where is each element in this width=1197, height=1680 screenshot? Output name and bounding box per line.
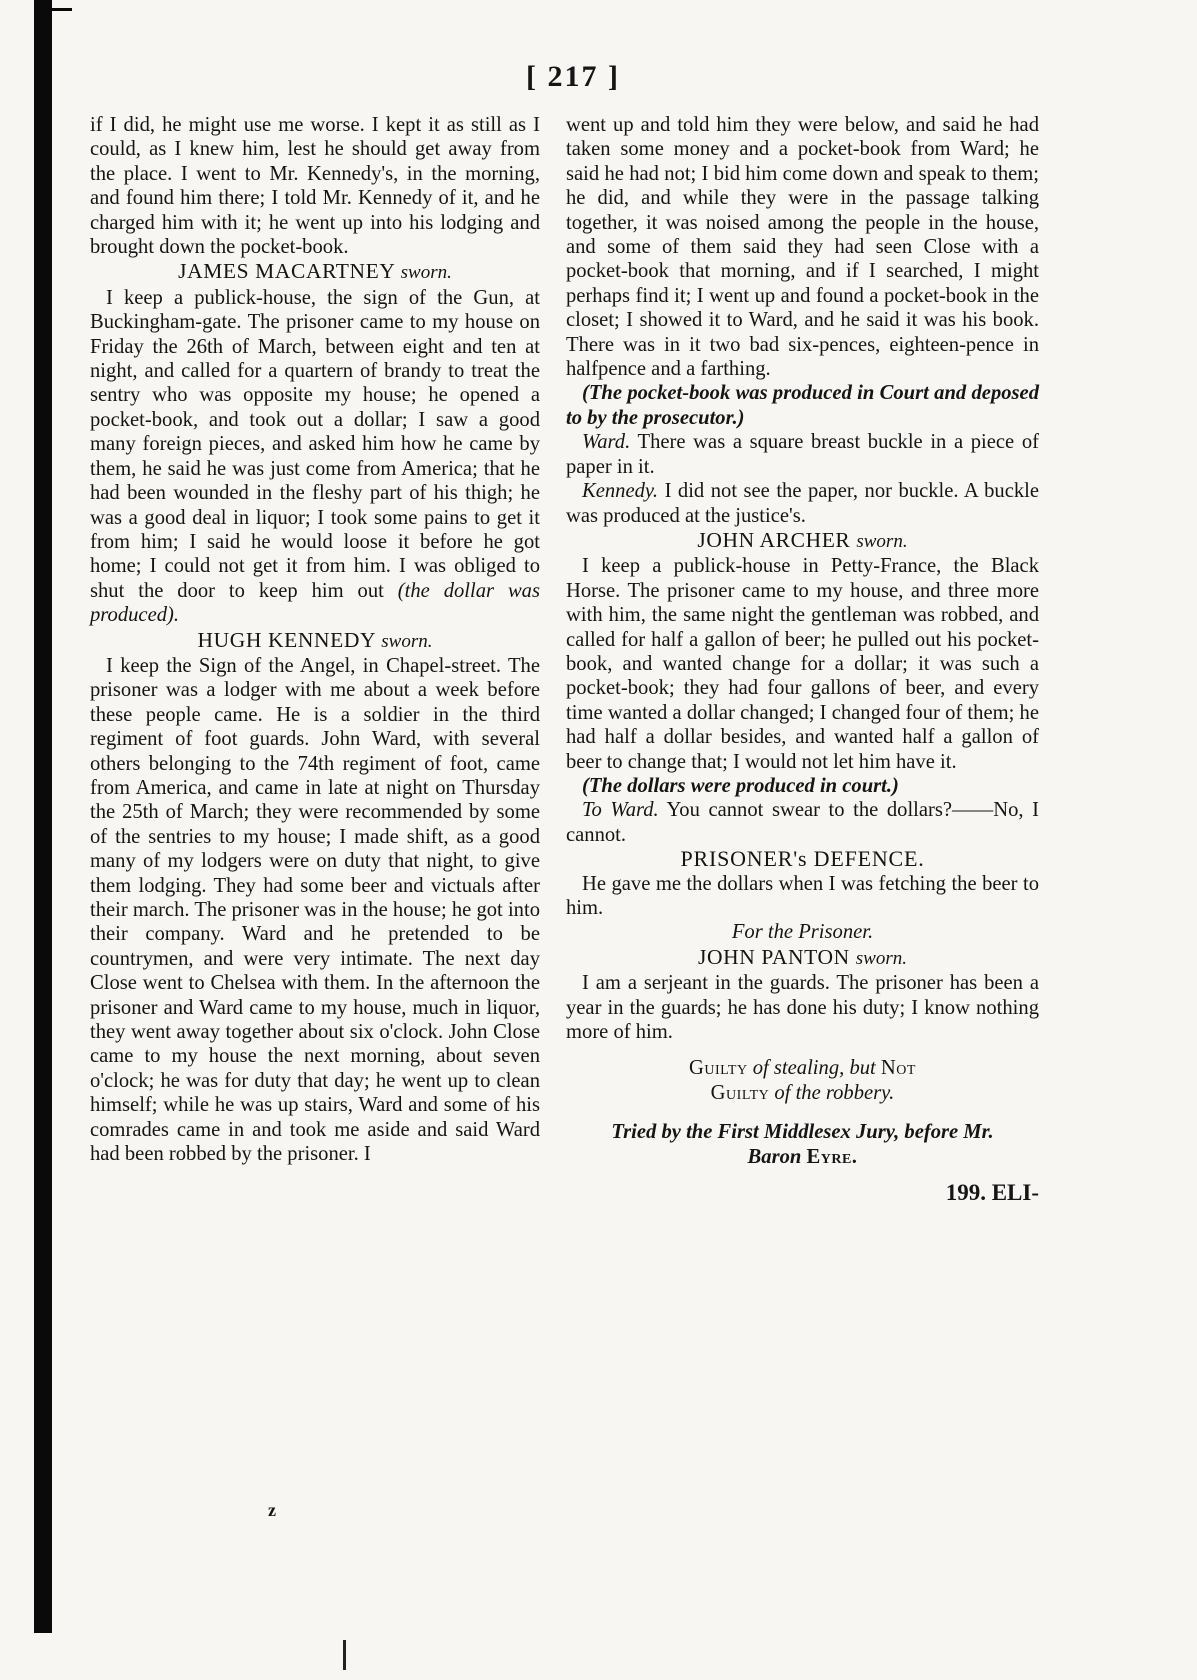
- statement-text: There was a square breast buckle in a piece of paper in it.: [566, 431, 1039, 478]
- verdict-not: Not: [880, 1057, 916, 1080]
- court-note-dollars: (The dollars were produced in court.): [582, 774, 899, 797]
- testimony-archer: I keep a publick-house in Petty-France, the Black Horse. The prisoner came to my house, and three more with him, the same night the gentleman was robbed, and called for half a gallon of beer; he pulled out his pocket-book, and wanted change for a dollar; it was such a pocket-book; they had four gallons of beer, and every time wanted a dollar changed; I changed four of them; he had half a dollar besides, and wanted half a gallon of beer to change that; I would not let him have it.: [566, 555, 1039, 773]
- continuation-paragraph: if I did, he might use me worse. I kept it as still as I could, as I knew him, lest he should get away from the place. I went to Mr. Kennedy's, in the morning, and found him there; I told Mr. Kennedy of it, and he charged him with it; he went up into his lodging and brought down the pocket-book.: [90, 114, 540, 259]
- trial-judge-name: Eyre.: [806, 1145, 858, 1168]
- witness-name: HUGH KENNEDY: [197, 627, 376, 652]
- verdict-of-stealing: of stealing,: [752, 1057, 845, 1080]
- defence-heading: PRISONER's DEFENCE.: [680, 846, 925, 872]
- verdict: [566, 1056, 1039, 1106]
- trial-note: [566, 1120, 1039, 1169]
- verdict-guilty-second: Guilty: [710, 1082, 770, 1105]
- witness-name: JOHN ARCHER: [697, 527, 851, 552]
- court-note: (the dollar was produced).: [90, 579, 540, 627]
- witness-name: JOHN PANTON: [698, 944, 850, 969]
- sworn-label: sworn.: [855, 947, 907, 969]
- binding-edge-shadow: [34, 0, 52, 1633]
- testimony-kennedy: I keep the Sign of the Angel, in Chapel-street. The prisoner was a lodger with me about a week before these people came. He is a soldier in the third regiment of foot guards. John Ward, with several others belonging to the 74th regiment of foot, came from America, and came in late at night on Thursday the 25th of March; they were recommended by some of the sentries to my house; I made shift, as a good many of my lodgers were on duty that night, to give them lodging. They had some beer and victuals after their march. The prisoner was in the house; he got into their company. Ward and he pretended to be countrymen, and were very intimate. The next day Close went to Chelsea with them. In the afternoon the prisoner and Ward came to my house, much in liquor, they went away together about six o'clock. John Close came to my house the next morning, about seven o'clock; he was for duty that day; he went up to clean himself; while he was up stairs, Ward and some of his comrades came in and took me aside and said Ward had been robbed by the prisoner. I: [90, 654, 540, 1166]
- witness-heading-panton: [566, 945, 1039, 971]
- sworn-label: sworn.: [400, 262, 452, 284]
- witness-heading-archer: [566, 528, 1039, 554]
- verdict-guilty: Guilty: [689, 1057, 748, 1080]
- page-number: [ 217 ]: [526, 60, 620, 93]
- statement-text: You cannot swear to the dollars?——No, I cannot.: [566, 799, 1039, 846]
- gutter-mark: [343, 1640, 346, 1670]
- binding-edge-tick: [52, 8, 72, 11]
- for-prisoner-text: For the Prisoner.: [731, 921, 874, 944]
- witness-heading-macartney: [90, 259, 540, 285]
- left-column: [90, 113, 540, 1166]
- sworn-label: sworn.: [381, 630, 433, 652]
- testimony-text: I keep a publick-house, the sign of the Gun, at Buckingham-gate. The prisoner came to my house on Friday the 26th of March, between eight and ten at night, and called for a quartern of brandy to treat the sentry who was opposite my house; he opened a pocket-book, and took out a dollar; I saw a good many foreign pieces, and asked him how he came by them, he said he was just come from America; that he had been wounded in the fleshy part of his thigh; he was a good deal in liquor; I took some pains to get it from him; I said he would loose it before he got home; I could not get it from him. I was obliged to shut the door to keep him out: [90, 286, 540, 602]
- for-prisoner-label: [566, 920, 1039, 944]
- verdict-of-robbery: of the robbery.: [774, 1082, 895, 1105]
- defence-text: He gave me the dollars when I was fetching the beer to him.: [566, 872, 1039, 919]
- ward-statement: [566, 430, 1039, 479]
- speaker-label: Ward.: [582, 431, 631, 454]
- sworn-label: sworn.: [856, 530, 908, 552]
- speaker-label: To Ward.: [582, 799, 659, 822]
- verdict-but: but: [849, 1057, 876, 1080]
- testimony-panton: I am a serjeant in the guards. The prisoner has been a year in the guards; he has done his duty; I know nothing more of him.: [566, 972, 1039, 1044]
- signature-mark: z: [268, 1500, 276, 1520]
- kennedy-statement: [566, 479, 1039, 528]
- catchword: 199. ELI-: [945, 1180, 1039, 1206]
- witness-heading-kennedy: [90, 628, 540, 654]
- statement-text: I did not see the paper, nor buckle. A buckle was produced at the justice's.: [566, 480, 1039, 527]
- trial-note-line: Tried by the First Middlesex Jury, before Mr.: [611, 1121, 994, 1144]
- right-column: [566, 113, 1039, 1206]
- speaker-label: Kennedy.: [582, 480, 659, 503]
- court-note-pocket-book: (The pocket-book was produced in Court and deposed to by the prosecutor.): [566, 382, 1039, 429]
- witness-name: JAMES MACARTNEY: [178, 259, 395, 284]
- testimony-kennedy-continued: went up and told him they were below, and said he had taken some money and a pocket-book from Ward; he said he had not; I bid him come down and speak to them; he did, and while they were in the passage talking together, it was noised among the people in the house, and some of them said they had seen Close with a pocket-book that morning, and if I searched, I might perhaps find it; I went up and found a pocket-book in the closet; I showed it to Ward, and he said it was his book. There was in it two bad six-pences, eighteen-pence in halfpence and a farthing.: [566, 114, 1039, 381]
- trial-baron: Baron: [747, 1145, 802, 1168]
- testimony-macartney: [90, 286, 540, 628]
- question-to-ward: [566, 798, 1039, 847]
